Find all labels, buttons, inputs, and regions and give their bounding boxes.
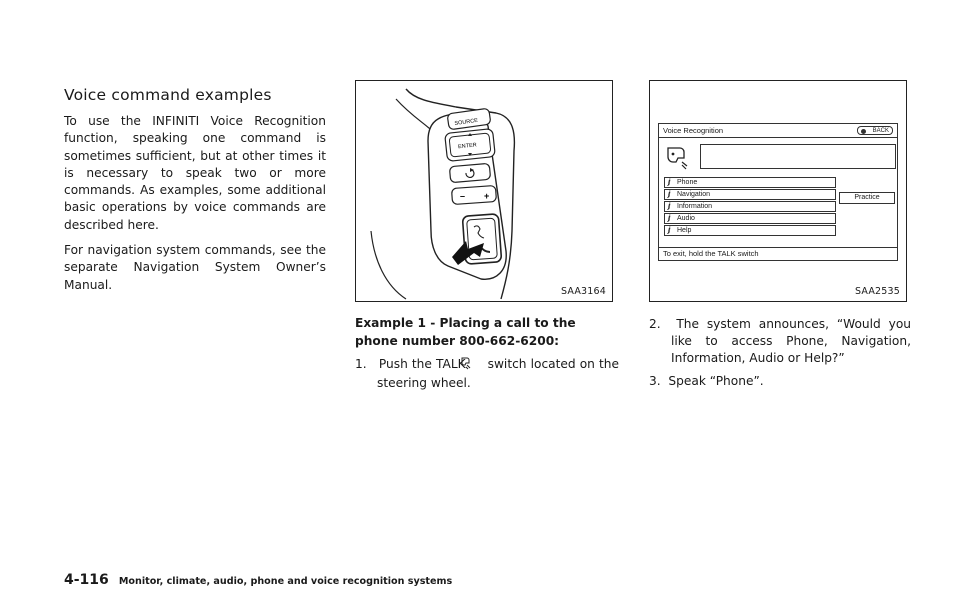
example-heading: Example 1 - Placing a call to the phone number 800-662-6200: bbox=[355, 316, 576, 348]
menu-item-help[interactable] bbox=[664, 225, 836, 236]
screen-title: Voice Recognition bbox=[663, 126, 724, 135]
talk-voice-icon bbox=[664, 144, 692, 174]
step-number: 1. bbox=[355, 357, 367, 371]
menu-item-information[interactable] bbox=[664, 201, 836, 212]
step-text-after: switch located on the steering wheel. bbox=[377, 357, 619, 390]
voice-input-display bbox=[700, 144, 896, 169]
step-1 bbox=[355, 356, 619, 392]
exit-hint: To exit, hold the TALK switch bbox=[663, 249, 759, 258]
menu-item-audio[interactable] bbox=[664, 213, 836, 224]
intro-column bbox=[64, 86, 326, 302]
menu-item-label: Navigation bbox=[677, 191, 711, 198]
page-footer bbox=[64, 569, 452, 588]
menu-item-navigation[interactable] bbox=[664, 189, 836, 200]
intro-paragraph: To use the INFINITI Voice Recognition function, speaking one command is sometimes sufficient, but at other times it is necessary to speak two or more commands. As examples, some additional basic operations by voice commands are described here. bbox=[64, 114, 326, 232]
step-number: 2. bbox=[649, 317, 661, 331]
voice-command-icon: ⅉ bbox=[668, 203, 671, 210]
volume-minus-label: – bbox=[460, 191, 466, 201]
figure-code: SAA3164 bbox=[560, 286, 606, 297]
voice-recognition-screen bbox=[658, 123, 898, 261]
step-text: Speak “Phone”. bbox=[668, 374, 764, 388]
figure-code: SAA2535 bbox=[854, 286, 900, 297]
back-button[interactable]: BACK bbox=[857, 126, 893, 135]
voice-command-icon: ⅉ bbox=[668, 179, 671, 186]
step-3 bbox=[649, 373, 911, 390]
talk-switch-icon bbox=[466, 356, 488, 375]
practice-button[interactable]: Practice bbox=[839, 192, 895, 204]
title-divider bbox=[659, 137, 897, 138]
voice-command-icon: ⅉ bbox=[668, 227, 671, 234]
source-button-label: SOURCE bbox=[454, 117, 479, 128]
menu-item-phone[interactable] bbox=[664, 177, 836, 188]
footer-divider bbox=[659, 247, 897, 248]
step-2 bbox=[649, 316, 911, 367]
menu-item-label: Help bbox=[677, 227, 692, 234]
voice-command-icon: ⅉ bbox=[668, 215, 671, 222]
steps-column bbox=[649, 316, 911, 396]
enter-button-label: ENTER bbox=[457, 142, 478, 151]
volume-switch[interactable] bbox=[451, 185, 496, 204]
step-text: The system announces, “Would you like to access Phone, Navigation, Information, Audio or Help?” bbox=[671, 317, 911, 365]
navigation-note-paragraph: For navigation system commands, see the separate Navigation System Owner’s Manual. bbox=[64, 243, 326, 292]
back-switch[interactable] bbox=[449, 163, 490, 182]
section-heading: Voice command examples bbox=[64, 86, 272, 104]
menu-item-label: Phone bbox=[677, 179, 698, 186]
example-column bbox=[355, 315, 619, 398]
steering-wheel-switch-figure bbox=[355, 80, 613, 302]
voice-command-icon: ⅉ bbox=[668, 191, 671, 198]
voice-recognition-screen-figure bbox=[649, 80, 907, 302]
step-number: 3. bbox=[649, 374, 661, 388]
page-number: 4-116 bbox=[64, 572, 109, 588]
step-text-before: Push the TALK bbox=[378, 357, 466, 371]
steering-wheel-switch-illustration bbox=[356, 81, 612, 301]
section-title: Monitor, climate, audio, phone and voice recognition systems bbox=[118, 576, 453, 587]
menu-item-label: Audio bbox=[677, 215, 695, 222]
volume-plus-label: + bbox=[484, 191, 490, 201]
menu-item-label: Information bbox=[677, 203, 713, 210]
